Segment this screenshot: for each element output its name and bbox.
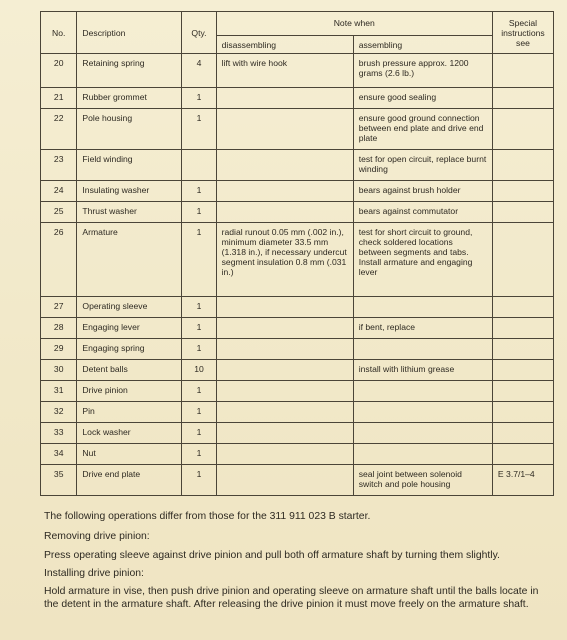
removing-body: Press operating sleeve against drive pinion and pull both off armature shaft by turning them slightly. [44,550,500,561]
cell-no: 35 [41,465,77,496]
cell-no: 28 [41,318,77,339]
table-header-row [41,12,554,36]
table-row [41,202,554,223]
header-description: Description [77,12,182,54]
intro-text: The following operations differ from those for the 311 911 023 B starter. [44,511,371,522]
cell-disassembling [216,423,353,444]
cell-no: 27 [41,297,77,318]
cell-qty: 1 [182,465,216,496]
cell-special [492,297,553,318]
header-special-line-3: see [516,37,530,48]
cell-qty: 1 [182,223,216,297]
cell-qty: 1 [182,181,216,202]
cell-assembling [353,381,492,402]
cell-assembling: test for open circuit, replace burnt winding [353,150,492,181]
cell-disassembling: radial runout 0.05 mm (.002 in.), minimum diameter 33.5 mm (1.318 in.), if necessary undercut segment insulation 0.8 mm (.031 in.) [216,223,353,297]
cell-no: 31 [41,381,77,402]
cell-disassembling: lift with wire hook [216,54,353,88]
cell-disassembling [216,402,353,423]
cell-description: Engaging lever [77,318,182,339]
table-row [41,402,554,423]
cell-description: Drive pinion [77,381,182,402]
cell-assembling [353,444,492,465]
cell-special: E 3.7/1–4 [492,465,553,496]
cell-description: Pin [77,402,182,423]
cell-description: Nut [77,444,182,465]
cell-no: 23 [41,150,77,181]
cell-special [492,54,553,88]
cell-no: 22 [41,109,77,150]
cell-assembling [353,297,492,318]
table-row [41,444,554,465]
header-disassembling: disassembling [216,36,353,54]
table-row [41,360,554,381]
cell-qty: 1 [182,297,216,318]
table-body [41,54,554,496]
cell-disassembling [216,88,353,109]
cell-assembling: brush pressure approx. 1200 grams (2.6 lb.) [353,54,492,88]
cell-no: 26 [41,223,77,297]
cell-qty: 1 [182,109,216,150]
cell-qty [182,150,216,181]
table-row [41,150,554,181]
cell-no: 25 [41,202,77,223]
cell-disassembling [216,181,353,202]
cell-no: 24 [41,181,77,202]
cell-special [492,360,553,381]
cell-special [492,339,553,360]
cell-assembling: ensure good sealing [353,88,492,109]
table-row [41,339,554,360]
cell-description: Insulating washer [77,181,182,202]
cell-assembling [353,423,492,444]
table-row [41,223,554,297]
table-row [41,381,554,402]
cell-assembling [353,339,492,360]
cell-description: Lock washer [77,423,182,444]
cell-assembling: test for short circuit to ground, check soldered locations between segments and tabs. Install armature and engaging lever [353,223,492,297]
header-note-when: Note when [216,12,492,36]
cell-qty: 1 [182,88,216,109]
cell-description: Drive end plate [77,465,182,496]
table-row [41,109,554,150]
cell-special [492,202,553,223]
table-row [41,54,554,88]
cell-description: Rubber grommet [77,88,182,109]
header-assembling: assembling [353,36,492,54]
cell-special [492,402,553,423]
header-special-instructions [492,12,553,54]
cell-qty: 1 [182,444,216,465]
header-special-line-2: instructions [501,27,545,38]
cell-special [492,88,553,109]
cell-disassembling [216,465,353,496]
cell-disassembling [216,318,353,339]
cell-assembling: seal joint between solenoid switch and pole housing [353,465,492,496]
cell-qty: 1 [182,402,216,423]
cell-qty: 1 [182,423,216,444]
cell-special [492,109,553,150]
cell-assembling: ensure good ground connection between end plate and drive end plate [353,109,492,150]
installing-body: Hold armature in vise, then push drive pinion and operating sleeve on armature shaft until the balls locate in the detent in the armature shaft. After releasing the drive pinion it must move freely on the armature shaft. [44,586,539,610]
cell-no: 30 [41,360,77,381]
cell-assembling: install with lithium grease [353,360,492,381]
cell-description: Pole housing [77,109,182,150]
cell-description: Engaging spring [77,339,182,360]
cell-disassembling [216,109,353,150]
cell-disassembling [216,150,353,181]
cell-disassembling [216,202,353,223]
cell-description: Field winding [77,150,182,181]
cell-no: 29 [41,339,77,360]
removing-heading: Removing drive pinion: [44,531,150,542]
cell-assembling: bears against brush holder [353,181,492,202]
cell-no: 20 [41,54,77,88]
cell-special [492,381,553,402]
header-no: No. [41,12,77,54]
installing-heading: Installing drive pinion: [44,568,144,579]
header-qty: Qty. [182,12,216,54]
cell-special [492,223,553,297]
cell-special [492,423,553,444]
table-row [41,297,554,318]
cell-qty: 4 [182,54,216,88]
cell-qty: 1 [182,339,216,360]
cell-description: Operating sleeve [77,297,182,318]
cell-special [492,444,553,465]
cell-qty: 1 [182,318,216,339]
cell-assembling: bears against commutator [353,202,492,223]
cell-qty: 1 [182,202,216,223]
cell-assembling: if bent, replace [353,318,492,339]
cell-no: 33 [41,423,77,444]
cell-special [492,318,553,339]
cell-disassembling [216,339,353,360]
cell-no: 21 [41,88,77,109]
cell-description: Detent balls [77,360,182,381]
cell-description: Thrust washer [77,202,182,223]
cell-disassembling [216,381,353,402]
cell-no: 32 [41,402,77,423]
cell-disassembling [216,444,353,465]
table-row [41,423,554,444]
cell-assembling [353,402,492,423]
table-row [41,88,554,109]
table-row [41,465,554,496]
cell-special [492,181,553,202]
cell-no: 34 [41,444,77,465]
table-row [41,318,554,339]
cell-description: Armature [77,223,182,297]
table-row [41,181,554,202]
cell-special [492,150,553,181]
header-special-line-1: Special [508,17,538,28]
cell-qty: 1 [182,381,216,402]
cell-qty: 10 [182,360,216,381]
parts-table [40,11,554,496]
cell-description: Retaining spring [77,54,182,88]
cell-disassembling [216,360,353,381]
cell-disassembling [216,297,353,318]
